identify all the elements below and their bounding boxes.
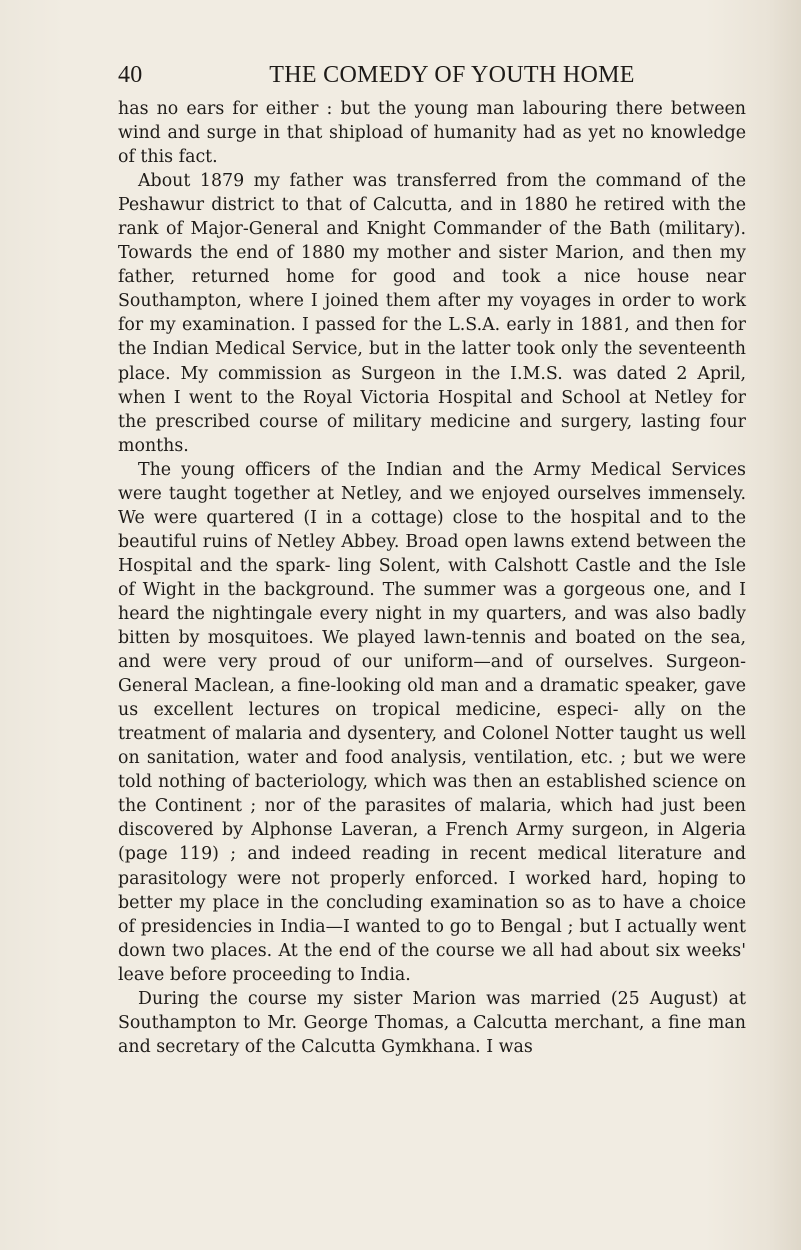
paragraph-father-retirement: About 1879 my father was transferred from the command of the Peshawur district to that of Calcutta, and in 1880 he retired with the rank of Major-General and Knight Commander of the Bath (military). Towards the end of 1880 my mother and sister Marion, and then my father, returned home for good and took a nice house near Southampton, where I joined them after my voyages in order to work for my examination. I passed for the L.S.A. early in 1881, and then for the Indian Medical Service, but in the latter took only the seventeenth place. My commission as Surgeon in the I.M.S. was dated 2 April, when I went to the Royal Victoria Hospital and School at Netley for the prescribed course of military medicine and surgery, lasting four months. bbox=[118, 171, 746, 456]
running-title: THE COMEDY OF YOUTH HOME bbox=[269, 62, 635, 88]
page-number: 40 bbox=[118, 62, 143, 88]
page-header bbox=[118, 62, 746, 94]
paragraph-continuation: has no ears for either : but the young man labouring there between wind and surge in that shipload of humanity had as yet no knowledge of this fact. bbox=[118, 99, 746, 168]
paragraph-netley: The young officers of the Indian and the Army Medical Services were taught together at Netley, and we enjoyed ourselves immensely. We were quartered (I in a cottage) close to the hospital and to the beautiful ruins of Netley Abbey. Broad open lawns extend between the Hospital and the spark- ling Solent, with Calshott Castle and the Isle of Wight in the background. The summer was a gorgeous one, and I heard the nightingale every night in my quarters, and was also badly bitten by mosquitoes. We played lawn-tennis and boated on the sea, and were very proud of our uniform—and of ourselves. Surgeon-General Maclean, a fine-looking old man and a dramatic speaker, gave us excellent lectures on tropical medicine, especi- ally on the treatment of malaria and dysentery, and Colonel Notter taught us well on sanitation, water and food analysis, ventilation, etc. ; but we were told nothing of bacteriology, which was then an established science on the Continent ; nor of the parasites of malaria, which had just been discovered by Alphonse Laveran, a French Army surgeon, in Algeria (page 119) ; and indeed reading in recent medical literature and parasitology were not properly enforced. I worked hard, hoping to better my place in the concluding examination so as to have a choice of presidencies in India—I wanted to go to Bengal ; but I actually went down two places. At the end of the course we all had about six weeks' leave before proceeding to India. bbox=[118, 459, 746, 985]
body-text bbox=[118, 97, 746, 1059]
paragraph-marion-married: During the course my sister Marion was married (25 August) at Southampton to Mr. George Thomas, a Calcutta merchant, a fine man and secretary of the Calcutta Gymkhana. I was bbox=[118, 988, 746, 1057]
